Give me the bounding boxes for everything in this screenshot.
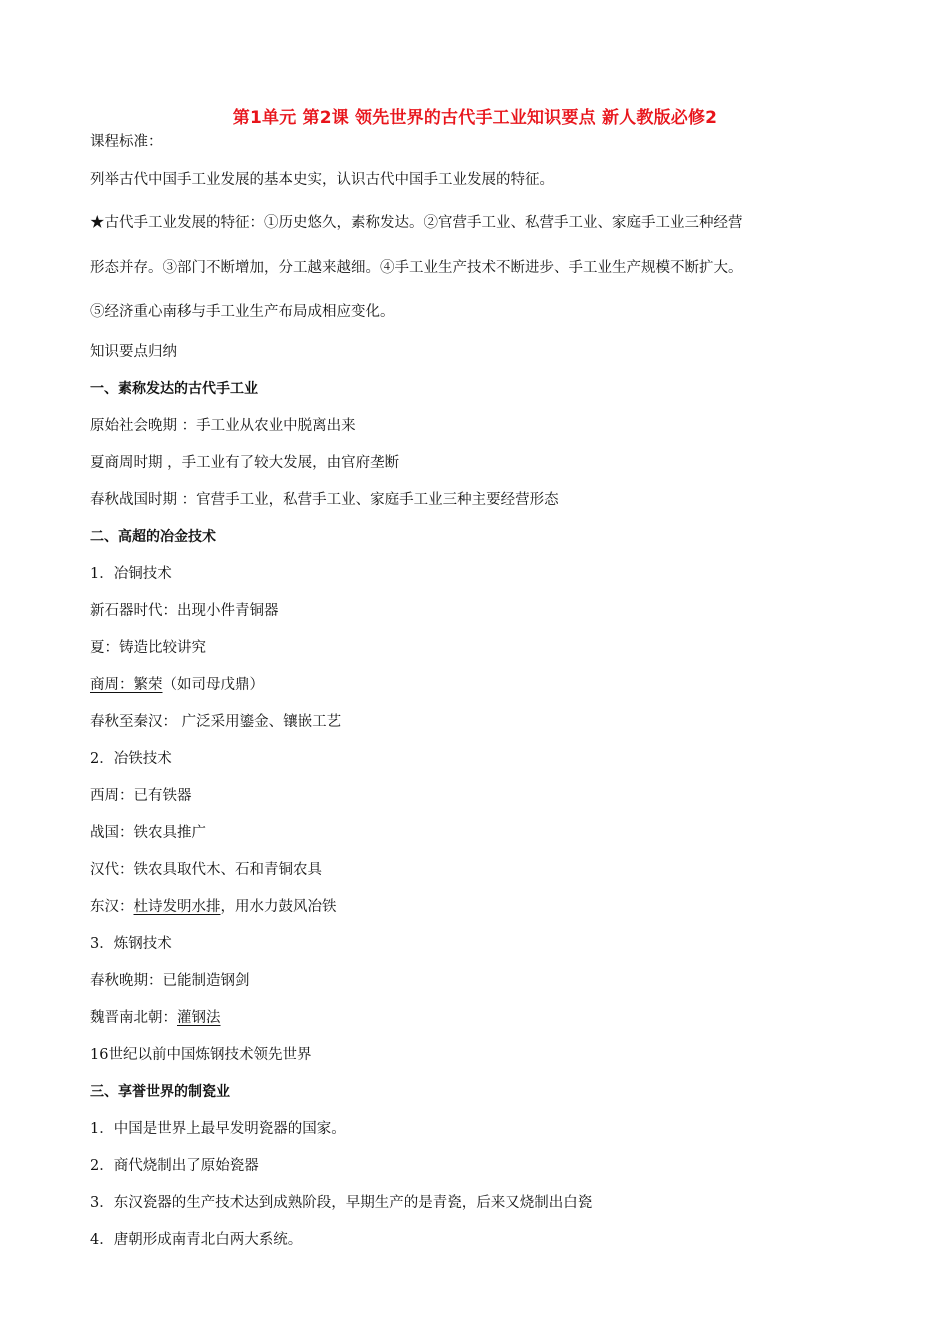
- subheading-iron: 2．冶铁技术: [90, 751, 172, 767]
- list-item: 2．商代烧制出了原始瓷器: [90, 1158, 259, 1174]
- plain-text: 东汉：: [90, 899, 134, 915]
- list-item: 新石器时代：出现小件青铜器: [90, 603, 279, 619]
- section-heading-handicraft: 一、素称发达的古代手工业: [90, 381, 258, 397]
- course-standard-text: 列举古代中国手工业发展的基本史实，认识古代中国手工业发展的特征。: [90, 172, 554, 188]
- list-item-wei: [90, 1000, 865, 1037]
- list-item: 汉代：铁农具取代木、石和青铜农具: [90, 862, 322, 878]
- underlined-text: 灌钢法: [177, 1010, 221, 1026]
- list-item: 春秋晚期：已能制造钢剑: [90, 973, 250, 989]
- list-item: 春秋战国时期 ：官营手工业，私营手工业、家庭手工业三种主要经营形态: [90, 492, 559, 508]
- course-standard-label: 课程标准：: [90, 134, 163, 150]
- list-item: 夏：铸造比较讲究: [90, 640, 206, 656]
- plain-text: 魏晋南北朝：: [90, 1010, 177, 1026]
- features-line-1: ★古代手工业发展的特征：①历史悠久，素称发达。②官营手工业、私营手工业、家庭手工业三种经营: [90, 215, 743, 231]
- section-heading-porcelain: 三、享誉世界的制瓷业: [90, 1084, 230, 1100]
- underlined-text: 商周：繁荣: [90, 677, 163, 693]
- list-item: 4．唐朝形成南青北白两大系统。: [90, 1232, 303, 1248]
- section-heading-metallurgy: 二、高超的冶金技术: [90, 529, 216, 545]
- document-body: [90, 125, 865, 1259]
- list-item: 战国：铁农具推广: [90, 825, 206, 841]
- list-item: 原始社会晚期 ：手工业从农业中脱离出来: [90, 418, 356, 434]
- underlined-text: 杜诗发明水排: [133, 899, 221, 915]
- summary-label: 知识要点归纳: [90, 344, 177, 360]
- list-item: 16世纪以前中国炼钢技术领先世界: [90, 1047, 312, 1063]
- list-item-shang: [90, 667, 865, 704]
- list-item-donghan: [90, 889, 865, 926]
- list-item: 夏商周时期 ，手工业有了较大发展，由官府垄断: [90, 455, 400, 471]
- list-item: 3．东汉瓷器的生产技术达到成熟阶段，早期生产的是青瓷，后来又烧制出白瓷: [90, 1195, 593, 1211]
- subheading-copper: 1．冶铜技术: [90, 566, 172, 582]
- list-item: 1．中国是世界上最早发明瓷器的国家。: [90, 1121, 346, 1137]
- plain-text: ，用水力鼓风冶铁: [220, 899, 337, 915]
- features-line-2: 形态并存。③部门不断增加，分工越来越细。④手工业生产技术不断进步、手工业生产规模不断扩大。: [90, 260, 743, 276]
- features-line-3: ⑤经济重心南移与手工业生产布局成相应变化。: [90, 304, 395, 320]
- list-item: 西周：已有铁器: [90, 788, 192, 804]
- plain-text: （如司母戊鼎）: [162, 677, 264, 693]
- document-title: 第1单元 第2课 领先世界的古代手工业知识要点 新人教版必修2: [232, 108, 718, 128]
- subheading-steel: 3．炼钢技术: [90, 936, 172, 952]
- list-item: 春秋至秦汉： 广泛采用鎏金、镶嵌工艺: [90, 714, 342, 730]
